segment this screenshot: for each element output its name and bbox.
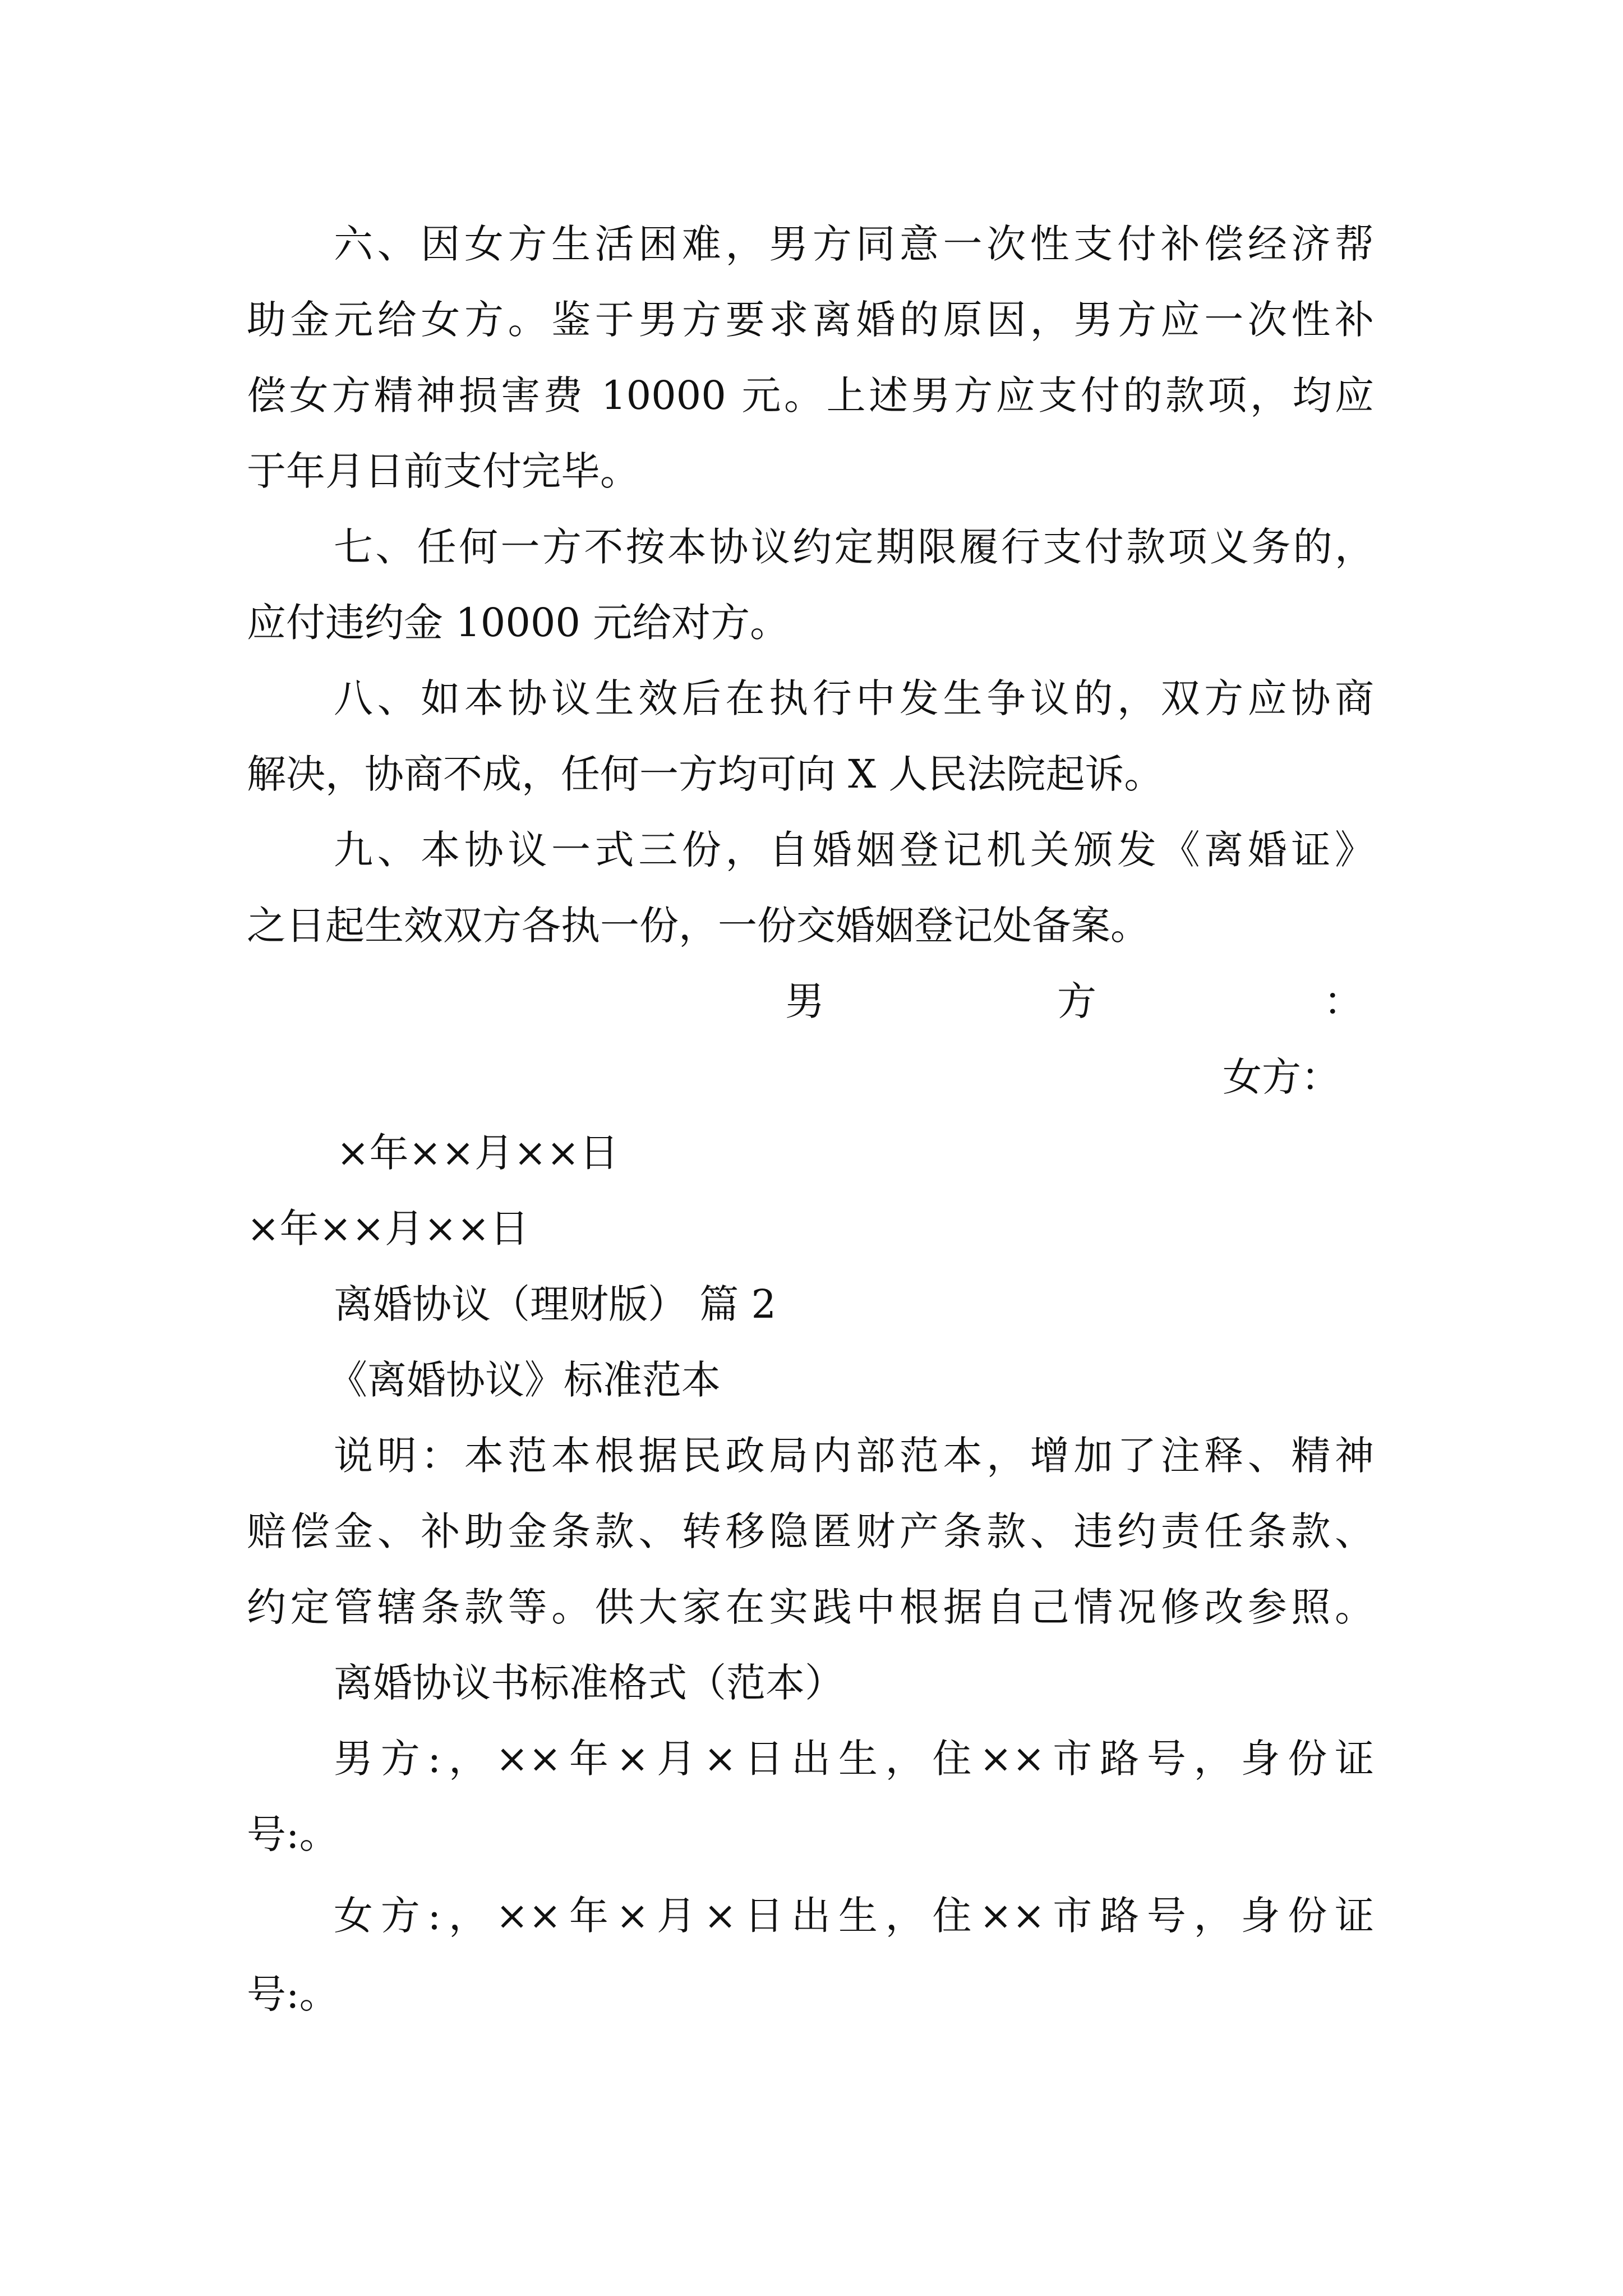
female-info-line-1: 女方:，××年×月×日出生，住××市路号，身份证 (334, 1893, 1374, 1939)
male-info-line-1: 男方:，××年×月×日出生，住××市路号，身份证 (334, 1736, 1374, 1782)
date-line-1: ×年××月××日 (336, 1130, 619, 1176)
male-info-line-2: 号:。 (247, 1811, 339, 1857)
note-line-2: 赔偿金、补助金条款、转移隐匿财产条款、违约责任条款、 (247, 1508, 1374, 1554)
note-line-1: 说明：本范本根据民政局内部范本，增加了注释、精神 (334, 1433, 1374, 1479)
section-heading: 离婚协议（理财版） 篇 2 (334, 1281, 777, 1327)
clause-6-line-3: 偿女方精神损害费 10000 元。上述男方应支付的款项，均应 (247, 372, 1374, 418)
female-info-line-2: 号:。 (247, 1971, 339, 2017)
clause-6-line-4: 于年月日前支付完毕。 (247, 448, 639, 494)
clause-6-line-2: 助金元给女方。鉴于男方要求离婚的原因，男方应一次性补 (247, 297, 1374, 343)
signature-male-char-1: 男 (785, 978, 824, 1024)
signature-male-char-2: 方 (1057, 978, 1096, 1024)
clause-9-line-1: 九、本协议一式三份，自婚姻登记机关颁发《离婚证》 (334, 827, 1374, 873)
date-line-2: ×年××月××日 (247, 1205, 529, 1251)
clause-7-line-2: 应付违约金 10000 元给对方。 (247, 600, 790, 646)
template-title: 《离婚协议》标准范本 (328, 1357, 721, 1403)
format-title: 离婚协议书标准格式（范本） (334, 1660, 844, 1706)
signature-male-colon: ： (1324, 978, 1363, 1024)
signature-female: 女方： (1223, 1054, 1340, 1100)
clause-6-line-1: 六、因女方生活困难，男方同意一次性支付补偿经济帮 (334, 221, 1374, 267)
clause-7-line-1: 七、任何一方不按本协议约定期限履行支付款项义务的， (334, 524, 1374, 570)
note-line-3: 约定管辖条款等。供大家在实践中根据自己情况修改参照。 (247, 1584, 1374, 1630)
clause-9-line-2: 之日起生效双方各执一份，一份交婚姻登记处备案。 (247, 903, 1150, 949)
clause-8-line-1: 八、如本协议生效后在执行中发生争议的，双方应协商 (334, 675, 1374, 721)
clause-8-line-2: 解决，协商不成，任何一方均可向 X 人民法院起诉。 (247, 751, 1164, 797)
